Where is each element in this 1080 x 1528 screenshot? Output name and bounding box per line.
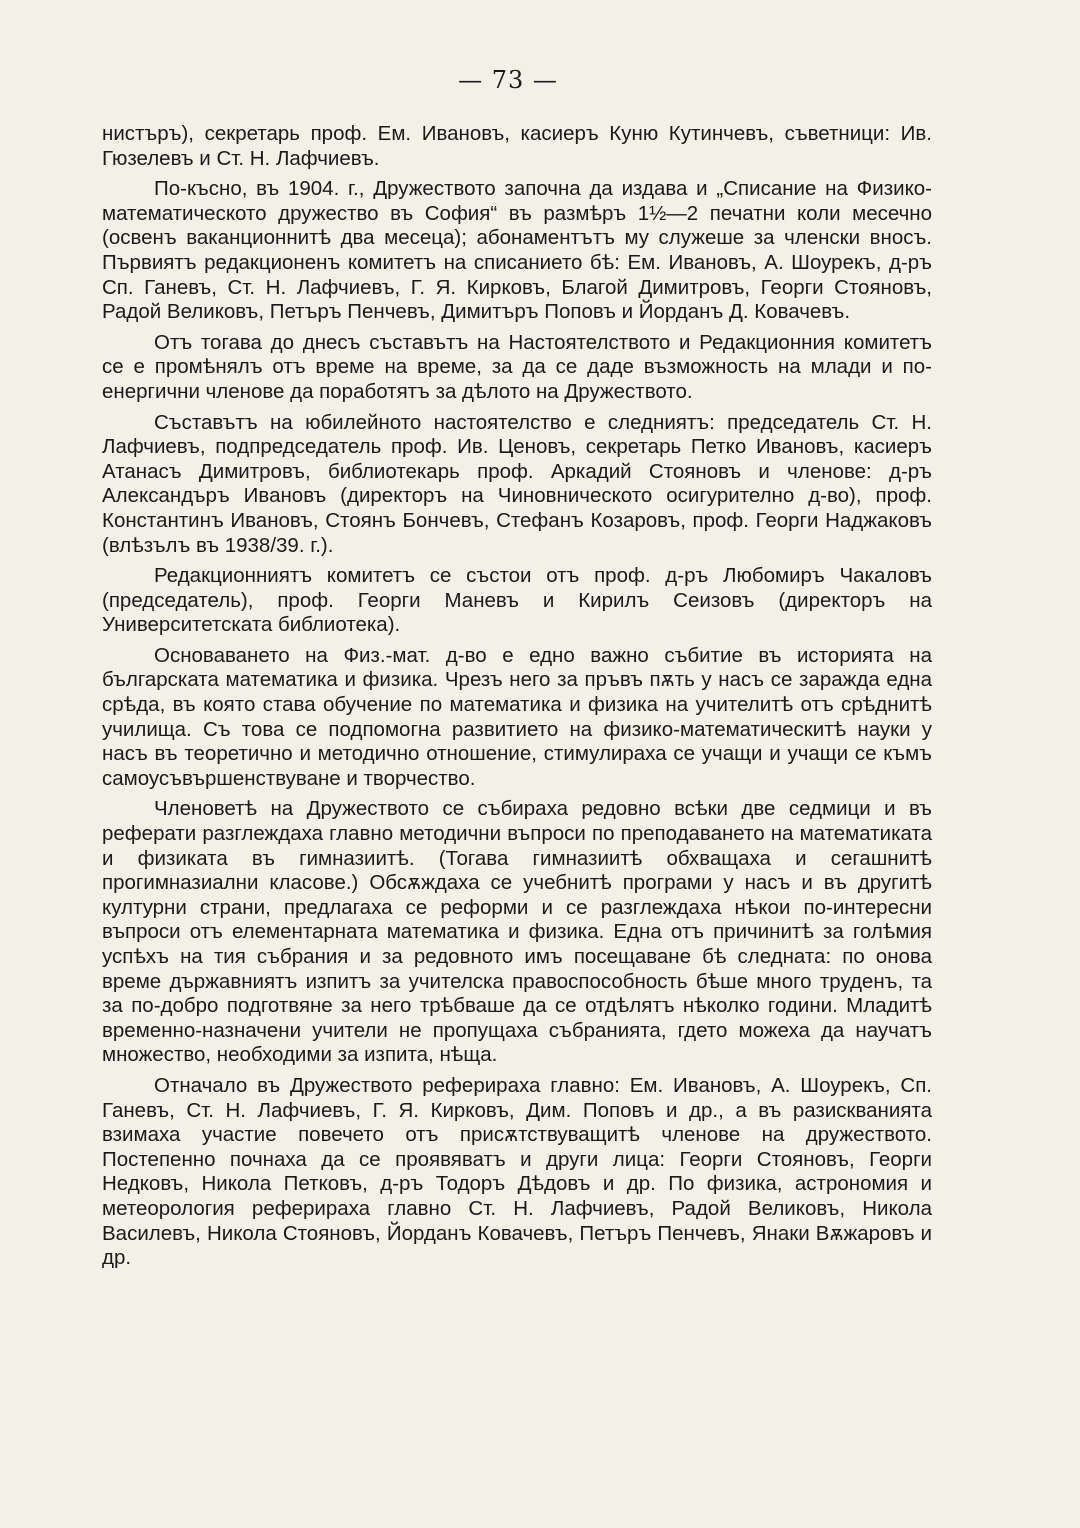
- paragraph-7: Членоветѣ на Дружеството се събираха редовно всѣки две седмици и въ реферати разглеждаха главно методични въпроси по преподаването на математиката и физиката въ гимназиитѣ. (Тогава гимназиитѣ обхващаха и сегашнитѣ прогимназиални класове.) Обсѫждаха се учебнитѣ програми у насъ и въ другитѣ културни страни, предлагаха се реформи и се разглеждаха нѣкои по-интересни въпроси отъ елементарната математика и физика. Една отъ причинитѣ за голѣмия успѣхъ на тия събрания и за редовното имъ посещаване бѣ следната: по онова време държавниятъ изпитъ за учителска правоспособность бѣше много труденъ, та за по-добро подготвяне за него трѣбваше да се отдѣлятъ нѣколко години. Младитѣ временно-назначени учители не пропущаха събранията, гдето можеха да научатъ множество, необходими за изпита, нѣща.: [102, 797, 932, 1067]
- paragraph-5: Редакционниятъ комитетъ се състои отъ проф. д-ръ Любомиръ Чакаловъ (председатель), проф. Георги Маневъ и Кирилъ Сеизовъ (директоръ на Университетската библиотека).: [102, 564, 932, 637]
- paragraph-6: Основаването на Физ.-мат. д-во е едно важно събитие въ историята на българската математика и физика. Чрезъ него за пръвъ пѫть у насъ се заражда една срѣда, въ която става обучение по математика и физика на учителитѣ отъ срѣднитѣ училища. Съ това се подпомогна развитието на физико-математическитѣ науки у насъ въ теоретично и методично отношение, стимулираха се учащи и учащи се къмъ самоусъвършенствуване и творчество.: [102, 643, 932, 790]
- paragraph-4: Съставътъ на юбилейното настоятелство е следниятъ: председатель Ст. Н. Лафчиевъ, подпредседатель проф. Ив. Ценовъ, секретарь Петко Ивановъ, касиеръ Атанасъ Димитровъ, библиотекарь проф. Аркадий Стояновъ и членове: д-ръ Александъръ Ивановъ (директоръ на Чиновническото осигурително д-во), проф. Константинъ Ивановъ, Стоянъ Бончевъ, Стефанъ Козаровъ, проф. Георги Наджаковъ (влѣзълъ въ 1938/39. г.).: [102, 410, 932, 557]
- body-text: [102, 122, 932, 1277]
- paragraph-3: Отъ тогава до днесъ съставътъ на Настоятелството и Редакционния комитетъ се е промѣнялъ отъ време на време, за да се даде възможность на млади и по-енергични членове да поработятъ за дѣлото на Дружеството.: [102, 330, 932, 403]
- paragraph-8: Отначало въ Дружеството реферираха главно: Ем. Ивановъ, А. Шоурекъ, Сп. Ганевъ, Ст. Н. Лафчиевъ, Г. Я. Кирковъ, Дим. Поповъ и др., а въ разискванията взимаха участие повечето отъ присѫтствуващитѣ членове на дружеството. Постепенно почнаха да се проявяватъ и други лица: Георги Стояновъ, Георги Недковъ, Никола Петковъ, д-ръ Тодоръ Дѣдовъ и др. По физика, астрономия и метеорология реферираха главно Ст. Н. Лафчиевъ, Радой Великовъ, Никола Василевъ, Никола Стояновъ, Йорданъ Ковачевъ, Петъръ Пенчевъ, Янаки Вѫжаровъ и др.: [102, 1073, 932, 1270]
- page-number: — 73 —: [458, 66, 558, 94]
- paragraph-2: По-късно, въ 1904. г., Дружеството започна да издава и „Списание на Физико-математическото дружество въ София“ въ размѣръ 1½—2 печатни коли месечно (освенъ ваканционнитѣ два месеца); абонаментътъ му служеше за членски вносъ. Първиятъ редакционенъ комитетъ на списанието бѣ: Ем. Ивановъ, А. Шоурекъ, д-ръ Сп. Ганевъ, Ст. Н. Лафчиевъ, Г. Я. Кирковъ, Благой Димитровъ, Георги Стояновъ, Радой Великовъ, Петъръ Пенчевъ, Димитъръ Поповъ и Йорданъ Д. Ковачевъ.: [102, 177, 932, 324]
- paragraph-1: нистъръ), секретарь проф. Ем. Ивановъ, касиеръ Куню Кутинчевъ, съветници: Ив. Гюзелевъ и Ст. Н. Лафчиевъ.: [102, 122, 932, 170]
